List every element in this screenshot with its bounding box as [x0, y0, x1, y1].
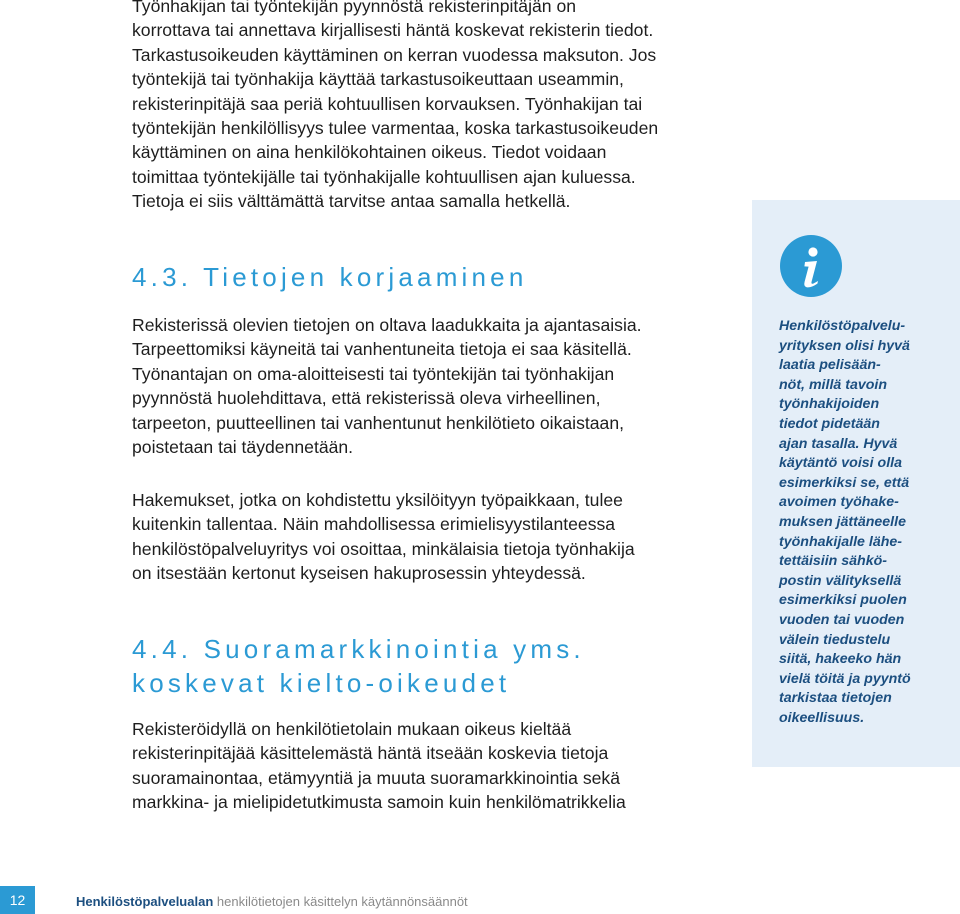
section-heading-4-3 — [132, 260, 528, 294]
info-line: tettäisiin sähkö- — [779, 553, 888, 570]
text-line: pyynnöstä huolehdittava, että rekisterissä oleva virheellinen, — [132, 388, 601, 409]
info-line: käytäntö voisi olla — [779, 455, 902, 472]
text-line: käyttäminen on aina henkilökohtainen oikeus. Tiedot voidaan — [132, 142, 607, 163]
info-line: tarkistaa tietojen — [779, 690, 892, 707]
prohibition-paragraph — [132, 717, 626, 815]
info-line: tiedot pidetään — [779, 415, 880, 432]
heading-line: koskevat kielto-oikeudet — [132, 668, 511, 698]
info-text — [779, 317, 911, 728]
text-line: korrottava tai annettava kirjallisesti häntä koskevat rekisterin tiedot. — [132, 20, 654, 41]
heading-line: 4.4. Suoramarkkinointia yms. — [132, 634, 585, 664]
section-heading-4-4 — [132, 632, 585, 700]
info-line: vielä töitä ja pyyntö — [779, 670, 911, 687]
text-line: Hakemukset, jotka on kohdistettu yksilöityyn työpaikkaan, tulee — [132, 490, 623, 510]
text-line: työntekijän henkilöllisyys tulee varmentaa, koska tarkastusoikeuden — [132, 118, 659, 139]
info-line: vuoden tai vuoden — [779, 611, 905, 628]
info-line: työnhakijoiden — [779, 396, 880, 413]
text-line: työntekijä tai työnhakija käyttää tarkastusoikeuttaan useammin, — [132, 69, 624, 90]
info-line: oikeellisuus. — [779, 709, 865, 726]
text-line: Työnhakijan tai työntekijän pyynnöstä rekisterinpitäjän on — [132, 0, 577, 16]
info-line: laatia pelisään- — [779, 357, 881, 374]
info-line: siitä, hakeeko hän — [779, 651, 902, 668]
page-number: 12 — [0, 886, 35, 914]
applications-paragraph — [132, 488, 635, 586]
footer-title — [76, 894, 468, 910]
info-line: muksen jättäneelle — [779, 513, 906, 530]
text-line: Tarkastusoikeuden käyttäminen on kerran vuodessa maksuton. Jos — [132, 44, 657, 65]
text-line: Tietoja ei siis välttämättä tarvitse antaa samalla hetkellä. — [132, 191, 571, 212]
info-line: esimerkiksi puolen — [779, 592, 907, 609]
info-line: postin välityksellä — [779, 572, 902, 589]
text-line: Rekisteröidyllä on henkilötietolain mukaan oikeus kieltää — [132, 719, 572, 739]
text-line: markkina- ja mielipidetutkimusta samoin kuin henkilömatrikkelia — [132, 792, 626, 813]
text-line: kuitenkin tallentaa. Näin mahdollisessa erimielisyystilanteessa — [132, 514, 616, 535]
info-sidebar — [752, 200, 960, 767]
info-line: yrityksen olisi hyvä — [779, 337, 910, 354]
footer-brand: Henkilöstöpalvelualan — [76, 894, 214, 909]
text-line: rekisterinpitäjä saa periä kohtuullisen korvauksen. Työnhakijan tai — [132, 93, 643, 114]
info-line: Henkilöstöpalvelu- — [779, 318, 906, 334]
heading-line: 4.3. Tietojen korjaaminen — [132, 262, 528, 292]
text-line: Työnantajan on oma-aloitteisesti tai työntekijän tai työnhakijan — [132, 363, 615, 384]
info-line: työnhakijalle lähe- — [779, 533, 902, 550]
footer-subtitle: henkilötietojen käsittelyn käytännönsäännöt — [216, 894, 468, 909]
info-line: esimerkiksi se, että — [779, 474, 910, 491]
intro-paragraph — [132, 0, 658, 214]
text-line: henkilöstöpalveluyritys voi osoittaa, minkälaisia tietoja työnhakija — [132, 538, 635, 559]
info-line: välein tiedustelu — [779, 631, 891, 648]
info-line: avoimen työhake- — [779, 494, 899, 511]
correction-paragraph — [132, 313, 642, 459]
text-line: rekisterinpitäjää käsittelemästä häntä itseään koskevia tietoja — [132, 743, 609, 764]
text-line: Rekisterissä olevien tietojen on oltava laadukkaita ja ajantasaisia. — [132, 315, 642, 335]
text-line: poistetaan tai täydennetään. — [132, 437, 354, 458]
text-line: Tarpeettomiksi käyneitä tai vanhentuneita tietoja ei saa käsitellä. — [132, 339, 632, 360]
text-line: toimittaa työntekijälle tai työnhakijalle kohtuullisen ajan kuluessa. — [132, 166, 636, 187]
info-line: nöt, millä tavoin — [779, 376, 887, 393]
info-icon — [780, 235, 842, 297]
text-line: suoramainontaa, etämyyntiä ja muuta suoramarkkinointia sekä — [132, 767, 620, 788]
text-line: on itsestään kertonut kyseisen hakuprosessin yhteydessä. — [132, 563, 586, 584]
info-line: ajan tasalla. Hyvä — [779, 435, 898, 452]
text-line: tarpeeton, puutteellinen tai vanhentunut henkilötieto oikaistaan, — [132, 412, 625, 433]
